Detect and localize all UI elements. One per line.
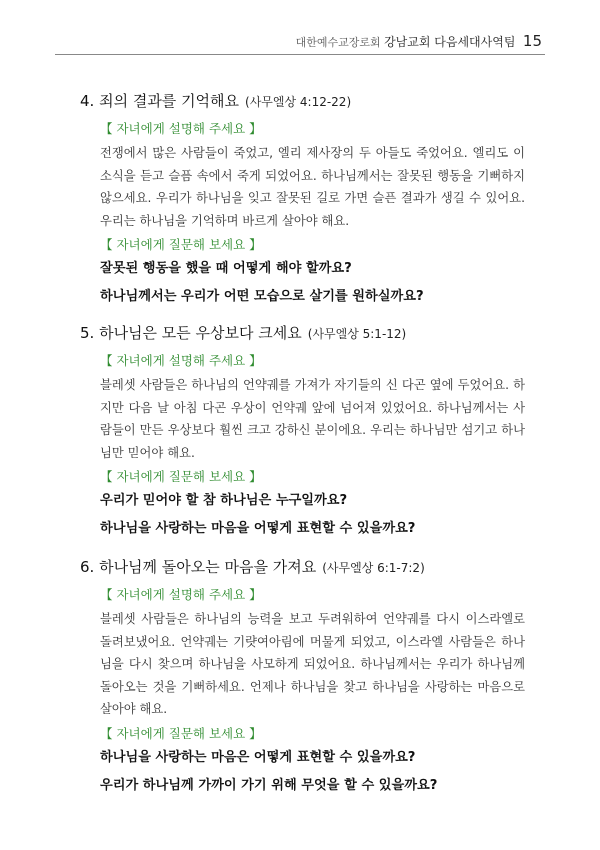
question: 하나님을 사랑하는 마음은 어떻게 표현할 수 있을까요? xyxy=(100,749,416,765)
lesson-section xyxy=(80,90,525,314)
section-heading xyxy=(80,322,525,343)
scripture-reference: (사무엘상 6:1-7:2) xyxy=(322,561,425,575)
question: 잘못된 행동을 했을 때 어떻게 해야 할까요? xyxy=(100,261,352,277)
question: 우리가 하나님께 가까이 가기 위해 무엇을 할 수 있을까요? xyxy=(100,777,438,793)
header-divider xyxy=(55,54,545,55)
ask-label: 【 자녀에게 질문해 보세요 】 xyxy=(100,237,262,253)
section-title: 6. 하나님께 돌아오는 마음을 가져요 xyxy=(80,558,317,576)
church-name: 대한예수교장로회 xyxy=(295,36,381,49)
section-title: 4. 죄의 결과를 기억해요 xyxy=(80,92,240,110)
question: 하나님께서는 우리가 어떤 모습으로 살기를 원하실까요? xyxy=(100,289,424,305)
explanation-text: 블레셋 사람들은 하나님의 언약궤를 가져가 자기들의 신 다곤 옆에 두었어요. 하지만 다음 날 아침 다곤 우상이 언약궤 앞에 넘어져 있었어요. 하나님께서는 사람들이 만든 우상보다 훨씬 크고 강하신 분이에요. 우리는 하나님만 섬기고 하나님만 믿어야 해요. xyxy=(100,378,525,460)
explanation-text: 전쟁에서 많은 사람들이 죽었고, 엘리 제사장의 두 아들도 죽었어요. 엘리도 이 소식을 듣고 슬픔 속에서 죽게 되었어요. 하나님께서는 잘못된 행동을 기뻐하지 않으세요. 우리가 하나님을 잊고 잘못된 길로 가면 슬픈 결과가 생길 수 있어요. 우리는 하나님을 기억하며 바르게 살아야 해요. xyxy=(100,146,525,228)
ask-label: 【 자녀에게 질문해 보세요 】 xyxy=(100,725,262,741)
section-heading xyxy=(80,556,525,577)
explanation-text: 블레셋 사람들은 하나님의 능력을 보고 두려워하여 언약궤를 다시 이스라엘로 돌려보냈어요. 언약궤는 기럇여아림에 머물게 되었고, 이스라엘 사람들은 하나님을 다시 찾으며 하나님을 사모하게 되었어요. 하나님께서는 우리가 하나님께 돌아오는 것을 기뻐하세요. 언제나 하나님을 찾고 하나님을 사랑하는 마음으로 살아야 해요. xyxy=(100,612,525,717)
page-header xyxy=(296,32,542,50)
ministry-team: 강남교회 다음세대사역팀 xyxy=(384,35,516,49)
explain-label: 【 자녀에게 설명해 주세요 】 xyxy=(100,587,262,602)
scripture-reference: (사무엘상 4:12-22) xyxy=(245,95,352,109)
explain-label: 【 자녀에게 설명해 주세요 】 xyxy=(100,121,262,136)
lesson-section xyxy=(80,322,525,546)
page-number: 15 xyxy=(522,32,542,50)
explain-label: 【 자녀에게 설명해 주세요 】 xyxy=(100,353,262,368)
section-heading xyxy=(80,90,525,111)
question: 우리가 믿어야 할 참 하나님은 누구일까요? xyxy=(100,493,348,509)
question: 하나님을 사랑하는 마음을 어떻게 표현할 수 있을까요? xyxy=(100,521,416,537)
ask-label: 【 자녀에게 질문해 보세요 】 xyxy=(100,469,262,485)
section-title: 5. 하나님은 모든 우상보다 크세요 xyxy=(80,324,302,342)
scripture-reference: (사무엘상 5:1-12) xyxy=(307,327,407,341)
lesson-section xyxy=(80,556,525,803)
